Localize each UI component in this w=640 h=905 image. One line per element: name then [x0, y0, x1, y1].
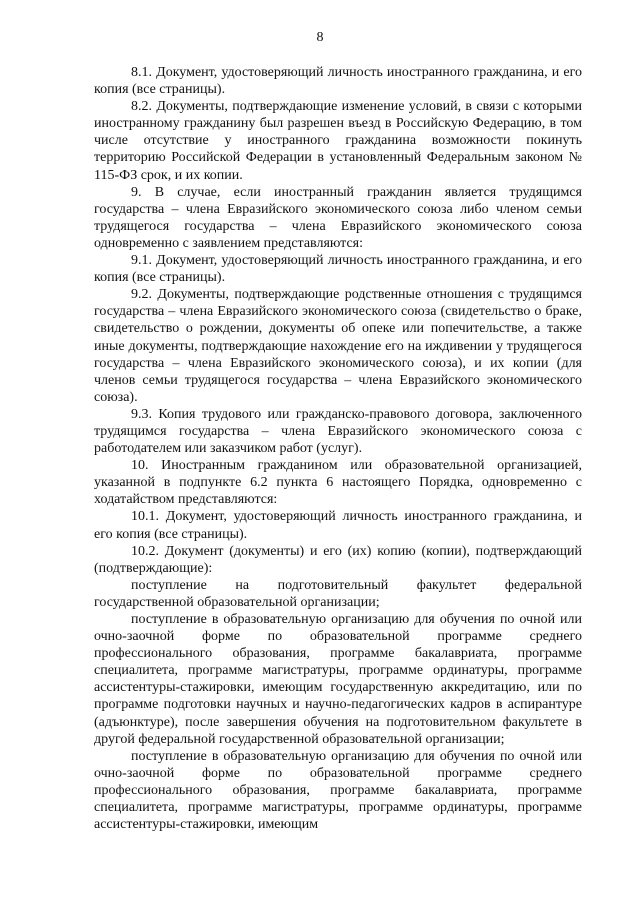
- paragraph-10-1: 10.1. Документ, удостоверяющий личность иностранного гражданина, и его копия (все страницы).: [94, 509, 582, 542]
- paragraph-9-2: 9.2. Документы, подтверждающие родственные отношения с трудящимся государства – члена Евразийского экономического союза (свидетельство о браке, свидетельство о рождении, документы об опеке или попечительстве, а также иные документы, подтверждающие нахождение его на иждивении у трудящегося государства – члена Евразийского экономического союза), и их копии (для членов семьи трудящегося государства – члена Евразийского экономического союза).: [94, 287, 582, 405]
- paragraph-9-1: 9.1. Документ, удостоверяющий личность иностранного гражданина, и его копия (все страницы).: [94, 253, 582, 286]
- paragraph-8-2: 8.2. Документы, подтверждающие изменение условий, в связи с которыми иностранному гражданину был разрешен въезд в Российскую Федерацию, в том числе отсутствие у иностранного гражданина возможности покинуть территорию Российской Федерации в установленный Федеральным законом № 115-ФЗ срок, и их копии.: [94, 99, 582, 183]
- paragraph-10-2: 10.2. Документ (документы) и его (их) копию (копии), подтверждающий (подтверждающие):: [94, 543, 582, 576]
- paragraph-9: 9. В случае, если иностранный гражданин является трудящимся государства – члена Евразийского экономического союза либо членом семьи трудящегося государства – члена Евразийского экономического союза одновременно с заявлением представляются:: [94, 184, 582, 251]
- paragraph-8-1: 8.1. Документ, удостоверяющий личность иностранного гражданина, и его копия (все страницы).: [94, 65, 582, 98]
- document-body: [94, 64, 582, 833]
- list-item-admission-after-preparatory: поступление в образовательную организацию для обучения по очной или очно-заочной форме по образовательной программе среднего профессионального образования, программе бакалавриата, программе специалитета, программе магистратуры, программе ординатуры, программе ассистентуры-стажировки, имеющим государственную аккредитацию, или по программе подготовки научных и научно-педагогических кадров в аспирантуре (адъюнктуре), после завершения обучения на подготовительном факультете в другой федеральной государственной образовательной организации;: [94, 612, 582, 747]
- page-number: 8: [316, 30, 324, 45]
- list-item-preparatory-faculty: поступление на подготовительный факультет федеральной государственной образовательной организации;: [94, 577, 582, 610]
- list-item-admission-program: поступление в образовательную организацию для обучения по очной или очно-заочной форме по образовательной программе среднего профессионального образования, программе бакалавриата, программе специалитета, программе магистратуры, программе ординатуры, программе ассистентуры-стажировки, имеющим: [94, 748, 582, 833]
- paragraph-10: 10. Иностранным гражданином или образовательной организацией, указанной в подпункте 6.2 пункта 6 настоящего Порядка, одновременно с ходатайством представляются:: [94, 458, 582, 508]
- paragraph-9-3: 9.3. Копия трудового или гражданско-правового договора, заключенного трудящимся государства – члена Евразийского экономического союза с работодателем или заказчиком работ (услуг).: [94, 406, 582, 457]
